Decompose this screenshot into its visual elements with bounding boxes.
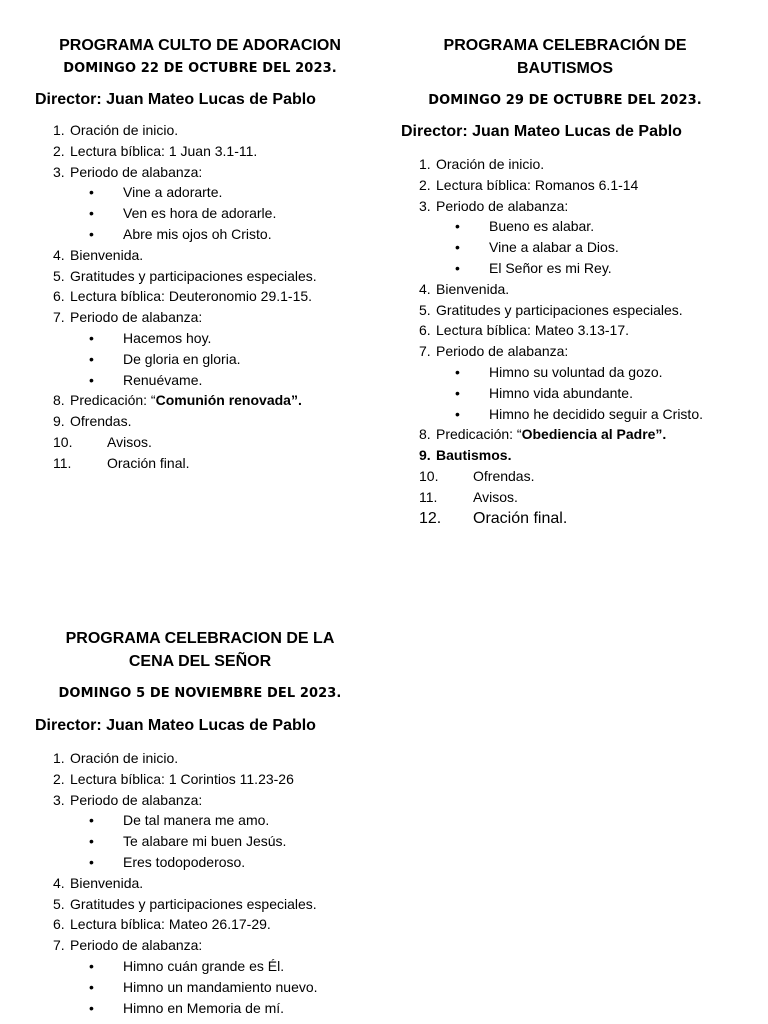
item-number: 10. [419,468,439,484]
program-director: Director: Juan Mateo Lucas de Pablo [35,717,316,734]
list-item [53,455,189,471]
item-text: Periodo de alabanza: [436,343,569,359]
list-item [53,392,302,408]
bullet-icon [53,1000,123,1016]
list-item [53,771,294,787]
list-item [419,510,567,528]
program-date: DOMINGO 29 DE OCTUBRE DEL 2023. [428,93,702,108]
list-item [419,343,568,359]
item-text: Abre mis ojos oh Cristo. [123,226,272,242]
bullet-icon [53,372,123,388]
bullet-icon [419,239,489,255]
list-item [53,896,317,912]
program-date: DOMINGO 22 DE OCTUBRE DEL 2023. [63,61,337,76]
item-text: De tal manera me amo. [123,812,270,828]
bullet-icon [53,351,123,367]
item-number: 2. [53,771,65,787]
bullet-icon [419,385,489,401]
item-text: Oración final. [107,455,190,471]
item-number: 5. [53,896,65,912]
bullet-item [419,406,703,422]
bullet-icon [53,205,123,221]
program-title: PROGRAMA CULTO DE ADORACION [59,37,341,54]
item-text: Gratitudes y participaciones especiales. [70,268,317,284]
item-text: Bienvenida. [70,875,144,891]
item-text: Renuévame. [123,372,203,388]
bullet-item [53,958,284,974]
bullet-icon [419,364,489,380]
item-text: Himno cuán grande es Él. [123,958,285,974]
item-text: Himno he decidido seguir a Cristo. [489,406,703,422]
item-text: Lectura bíblica: 1 Corintios 11.23-26 [70,771,294,787]
item-number: 2. [53,143,65,159]
program-culto-adoracion [20,34,380,76]
bullet-item [53,979,318,995]
bullet-item [419,364,663,380]
item-text: Himno vida abundante. [489,385,633,401]
bullet-icon [53,812,123,828]
list-item [53,164,202,180]
item-number: 3. [419,198,431,214]
item-text: Hacemos hoy. [123,330,212,346]
list-item [53,916,271,932]
item-text: Eres todopoderoso. [123,854,246,870]
list-item [419,198,568,214]
program-title-line2: BAUTISMOS [517,60,613,77]
list-item [53,247,143,263]
list-item [53,143,257,159]
list-item [419,322,629,338]
item-number: 1. [53,122,65,138]
item-text: Himno en Memoria de mí. [123,1000,285,1016]
bullet-item [53,351,241,367]
item-text: Ofrendas. [70,413,132,429]
list-item [419,426,666,442]
item-number: 6. [53,916,65,932]
list-item [53,750,178,766]
item-text: Gratitudes y participaciones especiales. [70,896,317,912]
bullet-icon [53,330,123,346]
item-number: 3. [53,792,65,808]
bullet-icon [419,218,489,234]
list-item [53,937,202,953]
item-text: Oración de inicio. [436,156,545,172]
item-text: Vine a adorarte. [123,184,223,200]
item-text: Ven es hora de adorarle. [123,205,277,221]
item-number: 9. [419,447,431,463]
item-number: 11. [419,489,438,505]
list-item [419,177,638,193]
bullet-item [419,218,594,234]
item-number: 2. [419,177,431,193]
item-bold-text: Comunión renovada”. [155,392,302,408]
item-text: Te alabare mi buen Jesús. [123,833,287,849]
bullet-item [53,1000,284,1016]
item-text: Avisos. [107,434,152,450]
item-number: 7. [53,937,65,953]
list-item [53,434,152,450]
program-title-line1: PROGRAMA CELEBRACIÓN DE [443,37,687,54]
bullet-icon [419,260,489,276]
item-bold-text: Bautismos. [436,447,512,463]
item-text: El Señor es mi Rey. [489,260,612,276]
item-text: Oración de inicio. [70,750,179,766]
item-text: Lectura bíblica: Mateo 3.13-17. [436,322,630,338]
item-text: Ofrendas. [473,468,535,484]
program-celebracion-bautismos [395,34,735,80]
item-text: Bienvenida. [70,247,144,263]
list-item [53,288,312,304]
program-title-line2: CENA DEL SEÑOR [128,653,272,670]
bullet-item [53,372,202,388]
item-text: Vine a alabar a Dios. [489,239,619,255]
list-item [419,281,509,297]
item-number: 3. [53,164,65,180]
program-celebracion-cena [20,627,380,673]
bullet-item [53,812,269,828]
item-text: Avisos. [473,489,518,505]
item-bold-text: Obediencia al Padre”. [521,426,667,442]
bullet-icon [53,833,123,849]
item-number: 8. [419,426,431,442]
item-number: 4. [53,247,65,263]
bullet-icon [53,979,123,995]
item-text: Periodo de alabanza: [70,164,203,180]
program-date: DOMINGO 5 DE NOVIEMBRE DEL 2023. [58,686,342,701]
program-director: Director: Juan Mateo Lucas de Pablo [35,91,316,108]
item-text: Himno un mandamiento nuevo. [123,979,318,995]
item-text: Periodo de alabanza: [70,937,203,953]
item-text: Lectura bíblica: 1 Juan 3.1-11. [70,143,258,159]
list-item [53,792,202,808]
item-number: 7. [53,309,65,325]
item-number: 11. [53,455,72,471]
list-item [419,302,683,318]
item-text: Lectura bíblica: Deuteronomio 29.1-15. [70,288,313,304]
item-text: Predicación: “ [436,426,522,442]
item-text: Periodo de alabanza: [436,198,569,214]
list-item [419,447,511,463]
item-number: 10. [53,434,73,450]
bullet-icon [53,958,123,974]
bullet-icon [53,184,123,200]
bullet-item [53,330,211,346]
bullet-item [53,184,222,200]
list-item [53,875,143,891]
list-item [53,413,131,429]
item-number: 6. [53,288,65,304]
item-text: Bueno es alabar. [489,218,595,234]
item-number: 12. [419,510,442,527]
list-item [419,156,544,172]
item-text: Lectura bíblica: Mateo 26.17-29. [70,916,271,932]
item-number: 9. [53,413,65,429]
item-text: Oración de inicio. [70,122,179,138]
list-item [53,268,317,284]
bullet-item [53,226,272,242]
item-text: Bienvenida. [436,281,510,297]
item-number: 7. [419,343,431,359]
program-title-line1: PROGRAMA CELEBRACION DE LA [65,630,335,647]
bullet-item [53,854,245,870]
item-text: Periodo de alabanza: [70,792,203,808]
item-text: Predicación: “ [70,392,156,408]
item-text: Oración final. [473,510,568,527]
item-text: Gratitudes y participaciones especiales. [436,302,683,318]
bullet-icon [53,226,123,242]
bullet-item [419,260,612,276]
item-number: 4. [419,281,431,297]
list-item [53,122,178,138]
bullet-item [419,385,633,401]
program-director: Director: Juan Mateo Lucas de Pablo [401,123,682,140]
item-number: 5. [53,268,65,284]
list-item [53,309,202,325]
item-text: Himno su voluntad da gozo. [489,364,663,380]
bullet-item [53,205,276,221]
item-text: De gloria en gloria. [123,351,241,367]
bullet-item [53,833,286,849]
list-item [419,489,518,505]
item-number: 5. [419,302,431,318]
item-number: 6. [419,322,431,338]
item-number: 1. [53,750,65,766]
item-number: 8. [53,392,65,408]
item-number: 1. [419,156,431,172]
bullet-item [419,239,619,255]
item-text: Lectura bíblica: Romanos 6.1-14 [436,177,639,193]
bullet-icon [53,854,123,870]
item-text: Periodo de alabanza: [70,309,203,325]
list-item [419,468,534,484]
item-number: 4. [53,875,65,891]
bullet-icon [419,406,489,422]
